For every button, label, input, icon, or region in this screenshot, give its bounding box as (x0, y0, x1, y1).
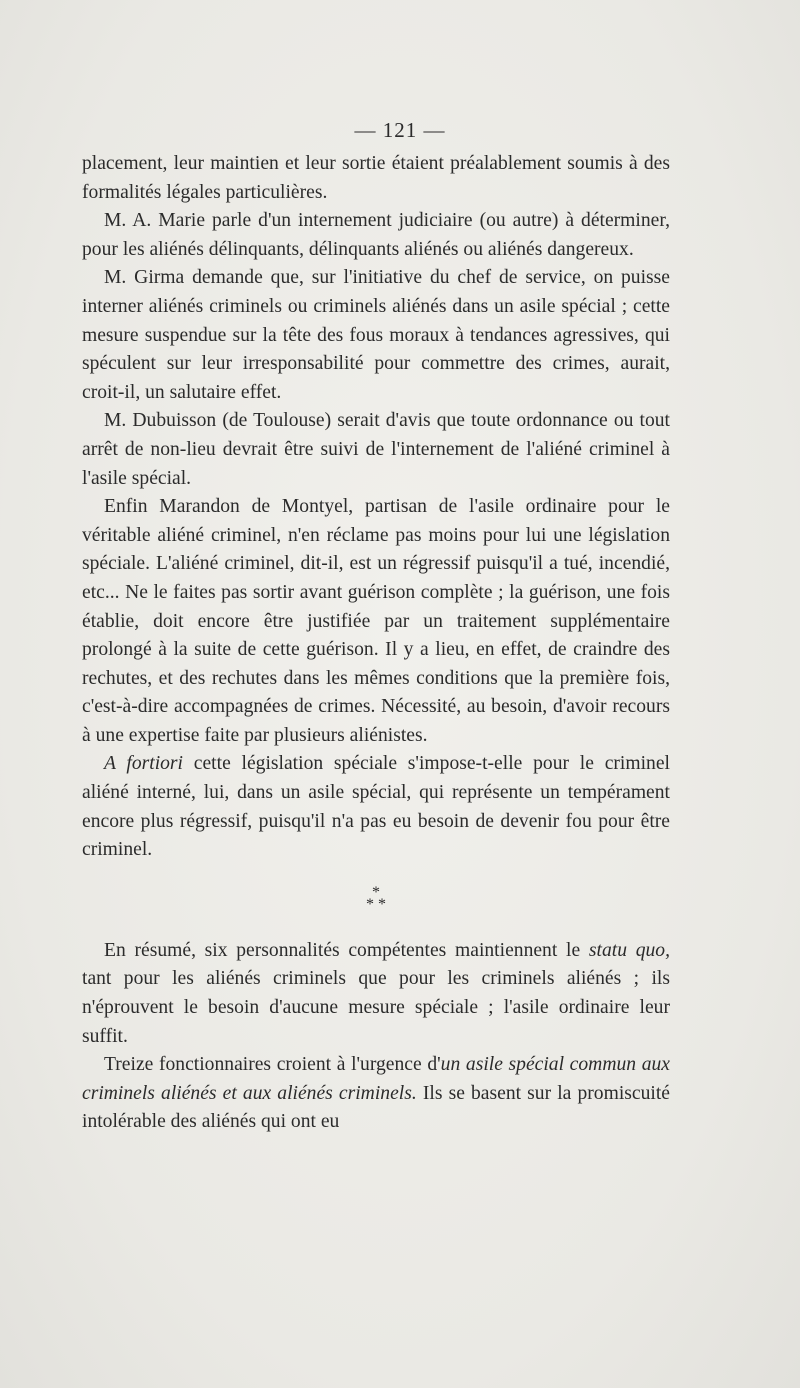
treize-text-b: Ils se basent sur la promiscuité intolérable des aliénés qui ont eu (82, 1082, 670, 1133)
section-asterism (82, 883, 670, 913)
paragraph-a-fortiori-text: cette législation spéciale s'impose-t-elle pour le criminel aliéné interné, lui, dans un asile spécial, qui représente un tempérament encore plus régressif, puisqu'il n'a pas eu besoin de devenir fou pour être criminel. (82, 753, 670, 861)
resume-text-a: En résumé, six personnalités compétentes maintiennent le (104, 939, 589, 961)
paragraph-continuation: placement, leur maintien et leur sortie étaient préalablement soumis à des formalités légales particulières. (82, 153, 670, 203)
paragraph-resume (82, 937, 670, 1051)
asterism-top: * (372, 883, 380, 901)
paragraph-dubuisson: M. Dubuisson (de Toulouse) serait d'avis que toute ordonnance ou tout arrêt de non-lieu devrait être suivi de l'internement de l'aliéné criminel à l'asile spécial. (82, 410, 670, 489)
page-number: — 121 — (354, 118, 446, 142)
paragraph-marandon: Enfin Marandon de Montyel, partisan de l'asile ordinaire pour le véritable aliéné criminel, n'en réclame pas moins pour lui une législation spéciale. L'aliéné criminel, dit-il, est un régressif puisqu'il a tué, incendié, etc... Ne le faites pas sortir avant guérison complète ; la guérison, une fois établie, doit encore être justifiée par un traitement supplémentaire prolongé à la suite de cette guérison. Il y a lieu, en effet, de craindre des rechutes, et des rechutes dans les mêmes conditions que la première fois, c'est-à-dire accompagnées de crimes. Nécessité, au besoin, d'avoir recours à une expertise faite par plusieurs aliénistes. (82, 496, 670, 746)
italic-a-fortiori: A fortiori (104, 753, 184, 775)
italic-statu-quo: statu quo, (588, 939, 671, 961)
paragraph-girma: M. Girma demande que, sur l'initiative du chef de service, on puisse interner aliénés criminels ou criminels aliénés dans un asile spécial ; cette mesure suspendue sur la tête des fous moraux à tendances agressives, qui spéculent sur leur irresponsabilité pour commettre des crimes, aurait, croit-il, un salutaire effet. (82, 267, 670, 403)
treize-text-a: Treize fonctionnaires croient à l'urgence d' (104, 1054, 441, 1076)
paragraph-marie: M. A. Marie parle d'un internement judiciaire (ou autre) à déterminer, pour les aliénés délinquants, délinquants aliénés ou aliénés dangereux. (82, 210, 670, 260)
paragraph-treize (82, 1051, 670, 1137)
body-text (82, 150, 670, 1137)
italic-asile-special: un asile spécial commun aux criminels aliénés et aux aliénés criminels. (82, 1054, 671, 1104)
paragraph-a-fortiori (82, 750, 670, 864)
asterism-bottom: * * (366, 895, 386, 913)
resume-text-b: tant pour les aliénés criminels que pour les criminels aliénés ; ils n'éprouvent le besoin d'aucune mesure spéciale ; l'asile ordinaire leur suffit. (82, 968, 670, 1047)
